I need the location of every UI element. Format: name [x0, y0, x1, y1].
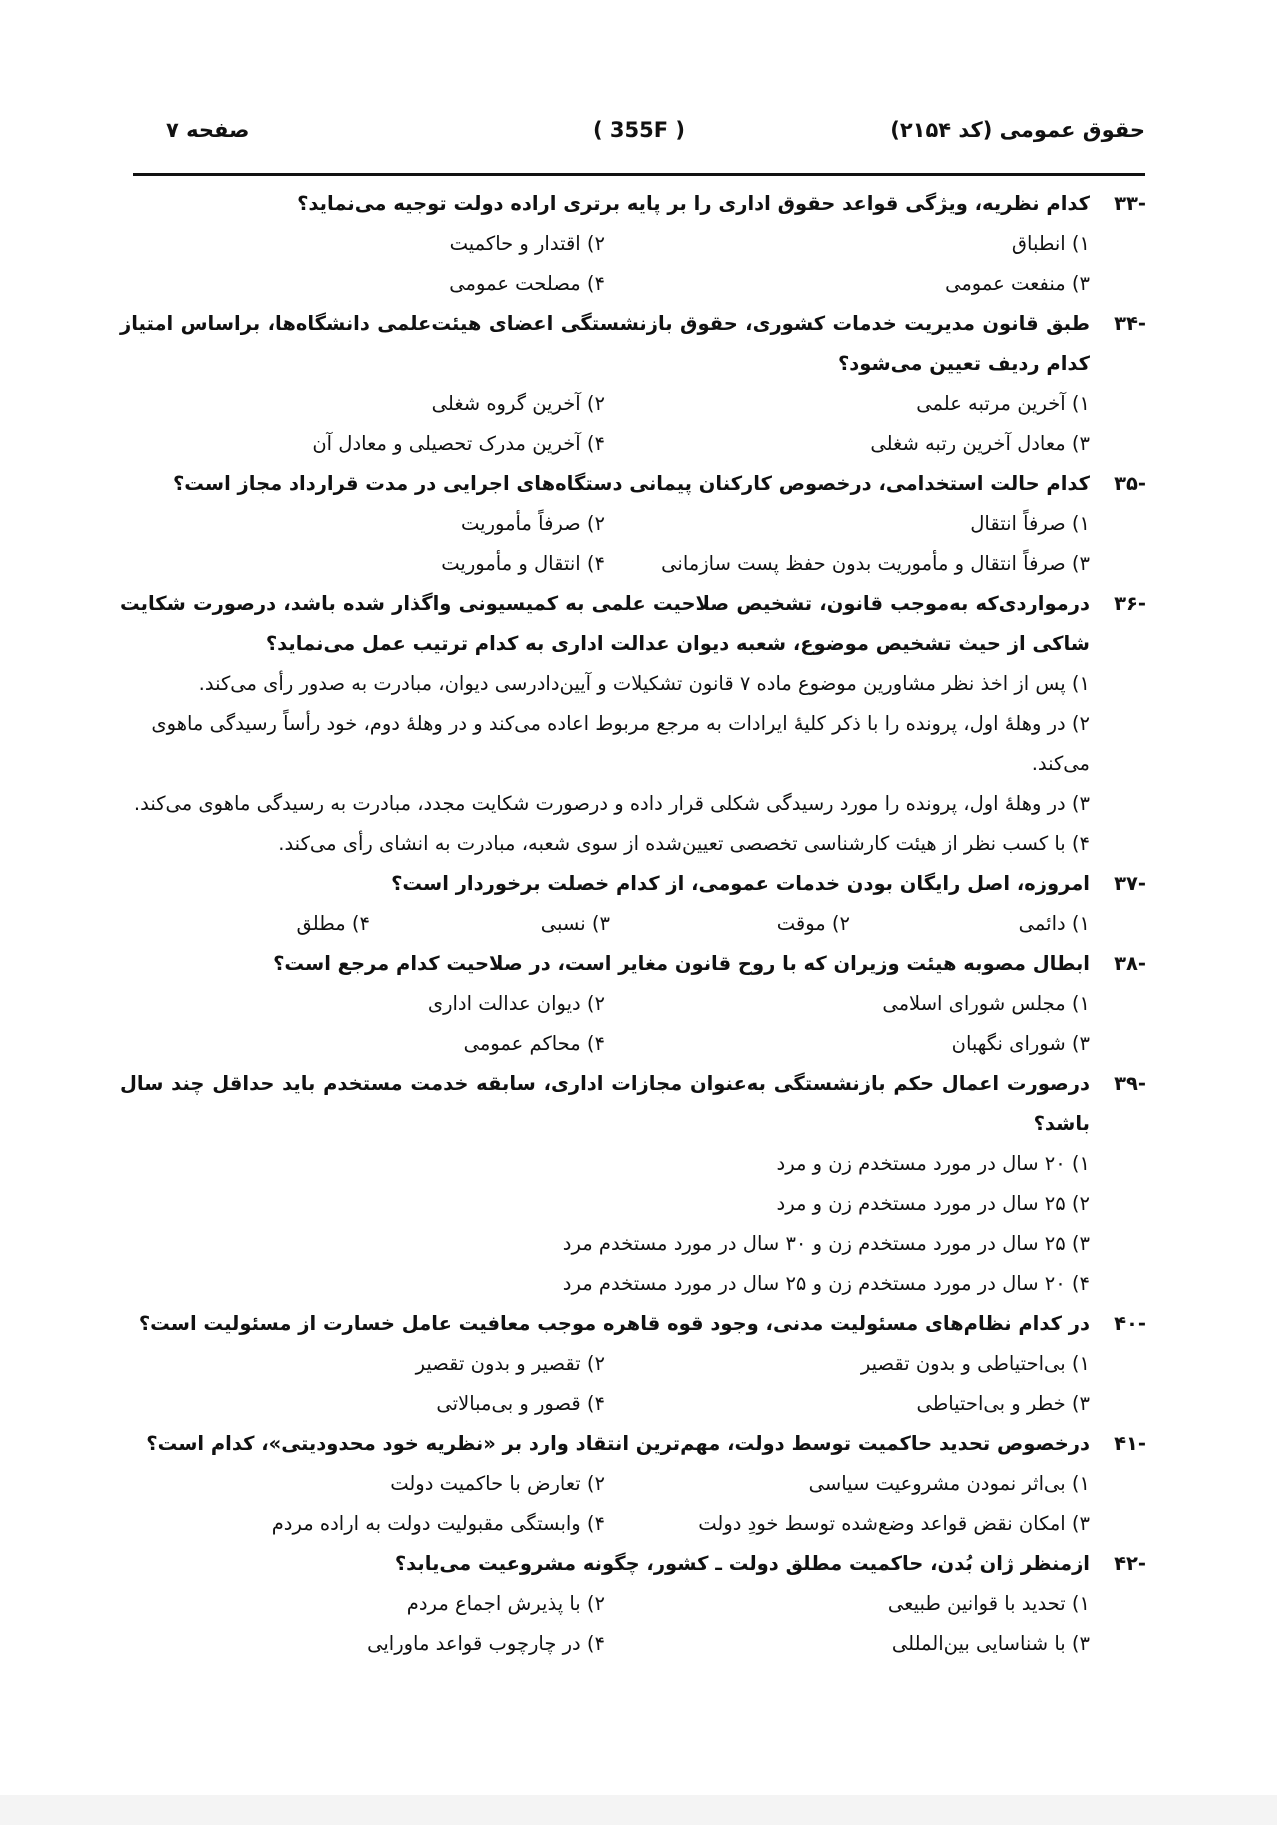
- answer-options: [120, 504, 1090, 584]
- answer-option: ۱) مجلس شورای اسلامی: [882, 992, 1090, 1015]
- answer-option: ۴) وابستگی مقبولیت دولت به اراده مردم: [271, 1512, 605, 1535]
- question-stem: در کدام نظام‌های مسئولیت مدنی، وجود قوه قاهره موجب معافیت عامل خسارت از مسئولیت است؟: [138, 1312, 1090, 1335]
- answer-option: ۳) نسبی: [540, 912, 610, 935]
- question-stem: کدام نظریه، ویژگی قواعد حقوق اداری را بر پایه برتری اراده دولت توجیه می‌نماید؟: [297, 192, 1090, 215]
- answer-option: ۱) دائمی: [1018, 912, 1090, 935]
- answer-option: ۱) انطباق: [1011, 232, 1090, 255]
- answer-option: ۳) در وهلهٔ اول، پرونده را مورد رسیدگی شکلی قرار داده و درصورت شکایت مجدد، مبادرت به رسیدگی ماهوی می‌کند.: [133, 792, 1090, 815]
- question-number: -۳۳: [1114, 192, 1146, 215]
- answer-option: ۱) بی‌اثر نمودن مشروعیت سیاسی: [808, 1472, 1090, 1495]
- question-list: [120, 184, 1146, 1664]
- answer-option: ۲) اقتدار و حاکمیت: [449, 232, 605, 255]
- question: [120, 464, 1146, 584]
- answer-option: ۲) دیوان عدالت اداری: [427, 992, 605, 1015]
- answer-option: ۲) تعارض با حاکمیت دولت: [390, 1472, 605, 1495]
- page-bottom-edge: [0, 1795, 1277, 1825]
- answer-option: ۲) آخرین گروه شغلی: [431, 392, 605, 415]
- answer-option: ۳) خطر و بی‌احتیاطی: [916, 1392, 1090, 1415]
- answer-option: ۴) با کسب نظر از هیئت کارشناسی تخصصی تعیین‌شده از سوی شعبه، مبادرت به انشای رأی می‌کند.: [278, 832, 1090, 855]
- answer-option: ۴) قصور و بی‌مبالاتی: [436, 1392, 605, 1415]
- question-number: -۳۹: [1114, 1072, 1146, 1095]
- question-stem: ابطال مصوبه هیئت وزیران که با روح قانون مغایر است، در صلاحیت کدام مرجع است؟: [273, 952, 1090, 975]
- question-number: -۳۸: [1114, 952, 1146, 975]
- subject-title: حقوق عمومی (کد ۲۱۵۴): [890, 118, 1145, 142]
- question-number: -۳۴: [1114, 312, 1146, 335]
- answer-option: ۱) صرفاً انتقال: [970, 512, 1090, 535]
- question-number: -۴۲: [1114, 1552, 1146, 1575]
- question-stem: درمواردی‌که به‌موجب قانون، تشخیص صلاحیت علمی به کمیسیونی واگذار شده باشد، درصورت شکایت شاکی از حیث تشخیص موضوع، شعبه دیوان عدالت اداری به کدام ترتیب عمل می‌نماید؟: [120, 592, 1090, 655]
- answer-option: ۳) با شناسایی بین‌المللی: [891, 1632, 1090, 1655]
- question: [120, 1544, 1146, 1664]
- answer-option: ۲) صرفاً مأموریت: [461, 512, 605, 535]
- answer-options: [120, 1464, 1090, 1544]
- answer-option: ۱) پس از اخذ نظر مشاورین موضوع ماده ۷ قانون تشکیلات و آیین‌دادرسی دیوان، مبادرت به صدور رأی می‌کند.: [198, 672, 1090, 695]
- page-number: صفحه ۷: [166, 118, 250, 142]
- answer-option: ۴) آخرین مدرک تحصیلی و معادل آن: [312, 432, 605, 455]
- answer-option: ۱) ۲۰ سال در مورد مستخدم زن و مرد: [776, 1152, 1090, 1175]
- question-stem: ازمنظر ژان بُدن، حاکمیت مطلق دولت ـ کشور، چگونه مشروعیت می‌یابد؟: [394, 1552, 1090, 1575]
- answer-options: [120, 904, 1090, 944]
- question: [120, 1304, 1146, 1424]
- answer-option: ۳) منفعت عمومی: [945, 272, 1090, 295]
- answer-option: ۲) در وهلهٔ اول، پرونده را با ذکر کلیهٔ ایرادات به مرجع مربوط اعاده می‌کند و در وهلهٔ دوم، خود رأساً رسیدگی ماهوی می‌کند.: [151, 712, 1090, 775]
- answer-options: [120, 1584, 1090, 1664]
- answer-options: [120, 384, 1090, 464]
- answer-options: [120, 664, 1090, 864]
- answer-option: ۳) ۲۵ سال در مورد مستخدم زن و ۳۰ سال در مورد مستخدم مرد: [562, 1232, 1090, 1255]
- page-header: [133, 118, 1145, 158]
- question-stem: طبق قانون مدیریت خدمات کشوری، حقوق بازنشستگی اعضای هیئت‌علمی دانشگاه‌ها، براساس امتیاز کدام ردیف تعیین می‌شود؟: [120, 312, 1090, 375]
- question: [120, 584, 1146, 864]
- question-number: -۳۷: [1114, 872, 1146, 895]
- answer-option: ۴) انتقال و مأموریت: [441, 552, 605, 575]
- question: [120, 1424, 1146, 1544]
- answer-option: ۴) مصلحت عمومی: [449, 272, 605, 295]
- question-number: -۴۱: [1114, 1432, 1146, 1455]
- answer-option: ۱) آخرین مرتبه علمی: [916, 392, 1090, 415]
- answer-option: ۴) مطلق: [296, 912, 370, 935]
- question: [120, 1064, 1146, 1304]
- answer-options: [120, 224, 1090, 304]
- answer-option: ۱) تحدید با قوانین طبیعی: [887, 1592, 1090, 1615]
- question: [120, 944, 1146, 1064]
- answer-option: ۴) در چارچوب قواعد ماورایی: [367, 1632, 605, 1655]
- question: [120, 864, 1146, 944]
- question-number: -۴۰: [1114, 1312, 1146, 1335]
- question-stem: درصورت اعمال حکم بازنشستگی به‌عنوان مجازات اداری، سابقه خدمت مستخدم باید حداقل چند سال باشد؟: [120, 1072, 1090, 1135]
- header-divider: [133, 173, 1145, 176]
- question: [120, 184, 1146, 304]
- question-number: -۳۵: [1114, 472, 1146, 495]
- answer-option: ۳) صرفاً انتقال و مأموریت بدون حفظ پست سازمانی: [661, 552, 1090, 575]
- answer-options: [120, 1144, 1090, 1304]
- question-number: -۳۶: [1114, 592, 1146, 615]
- answer-option: ۴) محاکم عمومی: [463, 1032, 605, 1055]
- answer-options: [120, 1344, 1090, 1424]
- answer-option: ۲) با پذیرش اجماع مردم: [406, 1592, 605, 1615]
- answer-option: ۴) ۲۰ سال در مورد مستخدم زن و ۲۵ سال در مورد مستخدم مرد: [562, 1272, 1090, 1295]
- answer-option: ۱) بی‌احتیاطی و بدون تقصیر: [860, 1352, 1090, 1375]
- booklet-code: ( 355F ): [593, 118, 685, 142]
- question: [120, 304, 1146, 464]
- question-stem: درخصوص تحدید حاکمیت توسط دولت، مهم‌ترین انتقاد وارد بر «نظریه خود محدودیتی»، کدام است؟: [146, 1432, 1090, 1455]
- answer-option: ۲) ۲۵ سال در مورد مستخدم زن و مرد: [776, 1192, 1090, 1215]
- answer-options: [120, 984, 1090, 1064]
- question-stem: امروزه، اصل رایگان بودن خدمات عمومی، از کدام خصلت برخوردار است؟: [391, 872, 1090, 895]
- answer-option: ۳) معادل آخرین رتبه شغلی: [870, 432, 1090, 455]
- question-stem: کدام حالت استخدامی، درخصوص کارکنان پیمانی دستگاه‌های اجرایی در مدت قرارداد مجاز است؟: [172, 472, 1090, 495]
- answer-option: ۲) موقت: [776, 912, 850, 935]
- answer-option: ۳) امکان نقض قواعد وضع‌شده توسط خودِ دولت: [698, 1512, 1090, 1535]
- answer-option: ۳) شورای نگهبان: [951, 1032, 1090, 1055]
- answer-option: ۲) تقصیر و بدون تقصیر: [415, 1352, 605, 1375]
